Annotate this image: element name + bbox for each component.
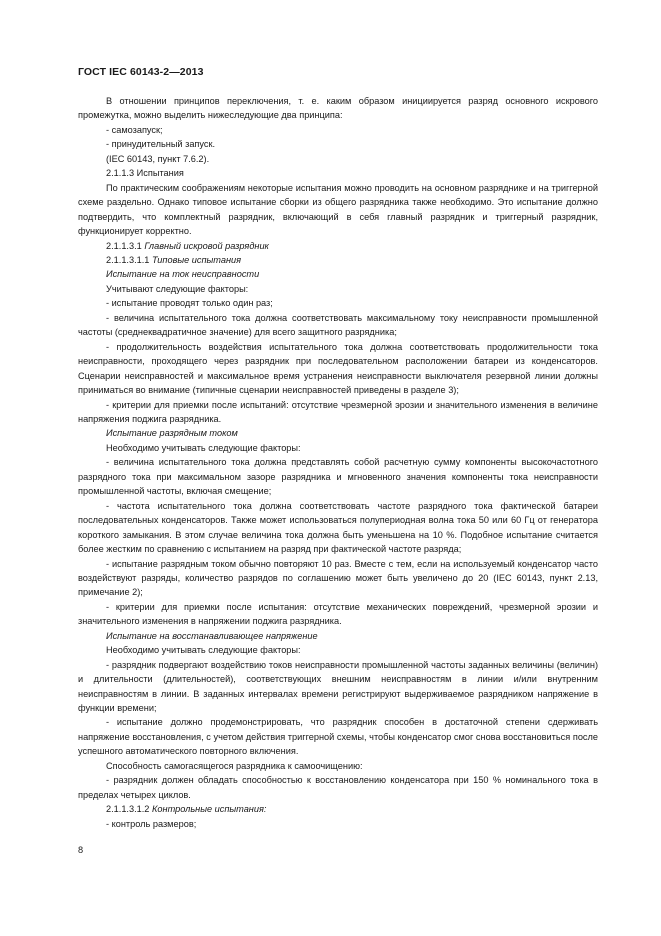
list-item: - испытание должно продемонстрировать, что разрядник способен в достаточной степени сдерживать напряжение восстановления, с учетом действия триггерной схемы, чтобы конденсатор смог снова восстановиться после успешного автоматического повторного включения.	[78, 717, 598, 757]
section-title: Контрольные испытания:	[151, 804, 267, 815]
paragraph: Необходимо учитывать следующие факторы:	[106, 645, 301, 656]
subheading: Испытание на восстанавливающее напряжение	[106, 630, 318, 641]
list-item: - величина испытательного тока должна соответствовать максимальному току неисправности промышленной частоты (среднеквадратичное значение) для всего защитного разрядника;	[78, 312, 598, 338]
section-title: Испытания	[136, 168, 184, 179]
list-item: - принудительный запуск.	[106, 139, 216, 150]
reference: (IEC 60143, пункт 7.6.2).	[106, 153, 210, 164]
list-item: - критерии для приемки после испытания: отсутствие механических повреждений, чрезмерной эрозии и значительного изменения в напряжении поджига разрядника.	[78, 601, 598, 627]
list-item: - продолжительность воздействия испытательного тока должна соответствовать продолжительности тока неисправности, проходящего через разрядник при последовательном расположении батареи из конденсаторов. Сценарии неисправностей и максимальное время устранения неисправности выключателя резервной линии должны приниматься во внимание (типичные сценарии неисправностей приведены в разделе 3);	[78, 341, 598, 396]
subheading: Испытание на ток неисправности	[106, 269, 260, 280]
document-header: ГОСТ IEC 60143-2—2013	[78, 66, 204, 78]
list-item: - испытание проводят только один раз;	[106, 298, 273, 309]
subheading: Испытание разрядным током	[106, 428, 238, 439]
section-heading	[106, 253, 598, 267]
section-title: Типовые испытания	[151, 254, 242, 265]
section-heading	[106, 239, 598, 253]
section-number: 2.1.1.3.1.2	[106, 804, 150, 815]
section-title: Главный искровой разрядник	[144, 240, 269, 251]
paragraph: Способность самогасящегося разрядника к самоочищению:	[106, 760, 363, 771]
paragraph: В отношении принципов переключения, т. е. каким образом инициируется разряд основного искрового промежутка, можно выделить нижеследующие два принципа:	[78, 96, 598, 121]
list-item: - величина испытательного тока должна представлять собой расчетную сумму компоненты высокочастотного разрядного тока при максимальном зазоре разрядника и мгновенного значения компоненты тока неисправности промышленной частоты, включая смещение;	[78, 457, 598, 497]
list-item: - контроль размеров;	[106, 818, 197, 829]
page-content	[78, 94, 598, 831]
section-heading	[106, 802, 598, 816]
page-number: 8	[78, 845, 84, 855]
section-heading	[106, 166, 598, 180]
paragraph: Необходимо учитывать следующие факторы:	[106, 442, 301, 453]
list-item: - разрядник должен обладать способностью к восстановлению конденсатора при 150 % номинального тока в пределах четырех циклов.	[78, 775, 598, 800]
list-item: - разрядник подвергают воздействию токов неисправности промышленной частоты заданных величины (величин) и длительности (длительностей), соответствующих внешним неисправностям в линии и/или внутренним неисправностям в линии. В заданных интервалах времени регистрируют выдерживаемое разрядником напряжение в функции времени;	[78, 659, 598, 714]
list-item: - испытание разрядным током обычно повторяют 10 раз. Вместе с тем, если на используемый конденсатор часто воздействуют разряды, количество разрядов по соглашению может быть увеличено до 20 (IEC 60143, пункт 2.13, примечание 2);	[78, 558, 598, 598]
section-number: 2.1.1.3.1.1	[106, 254, 150, 265]
paragraph: Учитывают следующие факторы:	[106, 283, 249, 294]
section-number: 2.1.1.3	[106, 168, 135, 179]
list-item: - критерии для приемки после испытаний: отсутствие чрезмерной эрозии и значительного изменения в величине напряжения поджига разрядника.	[78, 399, 598, 424]
paragraph: По практическим соображениям некоторые испытания можно проводить на основном разряднике и на триггерной схеме раздельно. Однако типовое испытание сборки из общего разрядника также необходимо. Это испытание должно подтвердить, что комплектный разрядник, включающий в себя главный разрядник и триггерный разрядник, функционирует корректно.	[78, 182, 598, 237]
list-item: - частота испытательного тока должна соответствовать частоте разрядного тока фактической батареи последовательных конденсаторов. Также может использоваться полупериодная волна тока 50 или 60 Гц от генератора короткого замыкания. В этом случае величина тока должна быть уменьшена на 10 %. Подобное испытание считается более жестким по сравнению с испытанием на разряд при фактической частоте разряда;	[78, 500, 598, 555]
section-number: 2.1.1.3.1	[106, 240, 142, 251]
list-item: - самозапуск;	[106, 124, 163, 135]
